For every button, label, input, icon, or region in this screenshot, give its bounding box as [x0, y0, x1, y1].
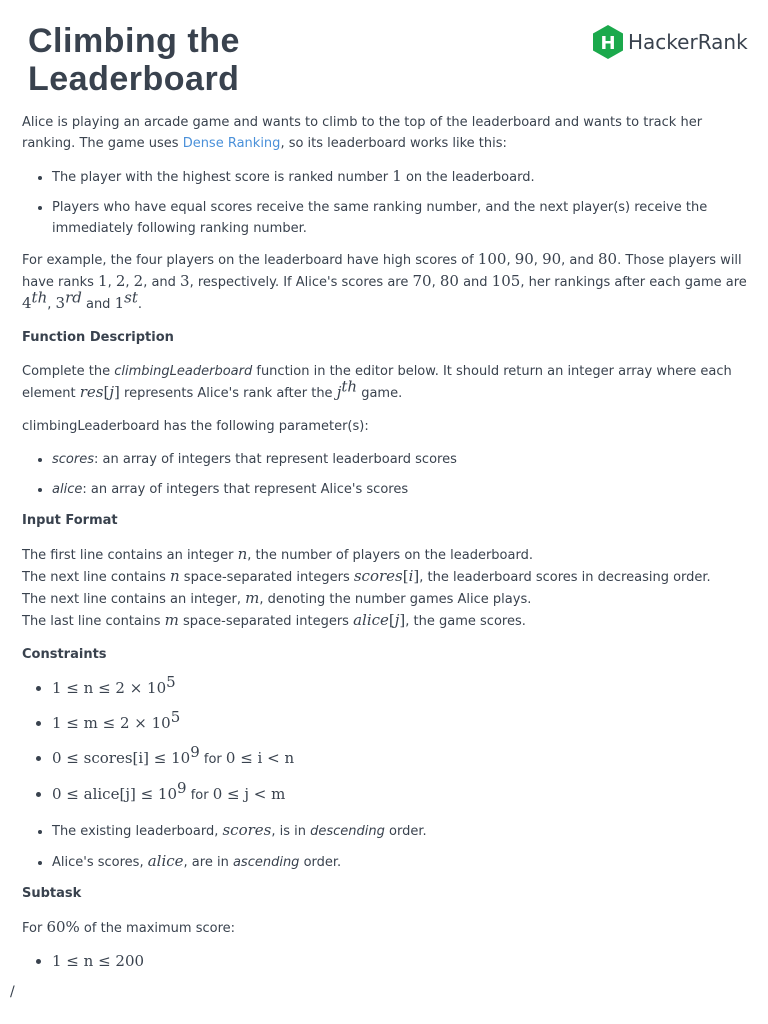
ranking-rules-list — [22, 166, 752, 239]
input-format-paragraph: The first line contains an integer n, the number of players on the leaderboard. The next line contains n space-separated integers scores[i], the leaderboard scores in decreasing order. The next line contains an integer, m, denoting the number games Alice plays. The last line contains m space-separated integers alice[j], the game scores. — [22, 545, 711, 629]
subtask-list — [22, 951, 752, 972]
logo-text: HackerRank — [628, 30, 748, 54]
title-line-1: Climbing the — [28, 22, 240, 60]
constraints-list — [22, 673, 752, 873]
list-item: • $1 \le n \le 2 \times 10^5$ — [52, 678, 752, 699]
list-item: • scores: an array of integers that represent leaderboard scores — [52, 449, 752, 470]
intro-paragraph: Alice is playing an arcade game and wants to climb to the top of the leaderboard and wants to track her ranking. The game uses Dense Ranking, so its leaderboard works like this: — [22, 115, 703, 151]
section-heading-input-format: Input Format — [22, 513, 118, 528]
list-item: • $1 \le m \le 2 \times 10^5$ — [52, 713, 752, 734]
page-title — [28, 22, 240, 98]
list-item: • 1 ≤ n ≤ 200 — [52, 951, 752, 972]
footer-slash: / — [10, 984, 15, 1000]
logo-mark-letter: H — [600, 33, 616, 54]
subtask-paragraph: For 60% of the maximum score: — [22, 918, 236, 936]
section-heading-function-description: Function Description — [22, 330, 174, 345]
example-paragraph: For example, the four players on the leaderboard have high scores of 100, 90, 90, and 80. Those players will have ranks 1, 2, 2, and 3, respectively. If Alice's scores are 70, 80 and 105, her rankings after each game are 4th, 3rd and 1st. — [22, 250, 747, 312]
problem-statement — [22, 112, 752, 986]
list-item: • The player with the highest score is ranked number 1 on the leaderboard. — [52, 166, 752, 188]
dense-ranking-link[interactable]: Dense Ranking — [182, 136, 281, 151]
title-line-2: Leaderboard — [28, 60, 240, 98]
parameters-list — [22, 449, 752, 500]
section-heading-subtask: Subtask — [22, 886, 82, 901]
list-item: • 0 ≤ scores[i] ≤ $10^9$ for 0 ≤ i < n — [52, 748, 752, 770]
params-intro: climbingLeaderboard has the following parameter(s): — [22, 419, 369, 434]
list-item: • The existing leaderboard, scores, is in descending order. — [52, 820, 752, 842]
list-item: • Players who have equal scores receive the same ranking number, and the next player(s) receive the immediately following ranking number. — [52, 197, 752, 239]
section-heading-constraints: Constraints — [22, 647, 107, 662]
list-item: • 0 ≤ alice[j] ≤ $10^9$ for 0 ≤ j < m — [52, 784, 752, 806]
function-description-paragraph: Complete the climbingLeaderboard function in the editor below. It should return an integer array where each element res[j] represents Alice's rank after the $j^{th}$ game. — [22, 364, 732, 401]
list-item: • alice: an array of integers that represent Alice's scores — [52, 479, 752, 500]
function-name: climbingLeaderboard — [114, 364, 253, 379]
list-item: • Alice's scores, alice, are in ascending order. — [52, 851, 752, 873]
hackerrank-logo[interactable] — [592, 24, 748, 60]
hackerrank-hex-icon — [592, 24, 624, 60]
